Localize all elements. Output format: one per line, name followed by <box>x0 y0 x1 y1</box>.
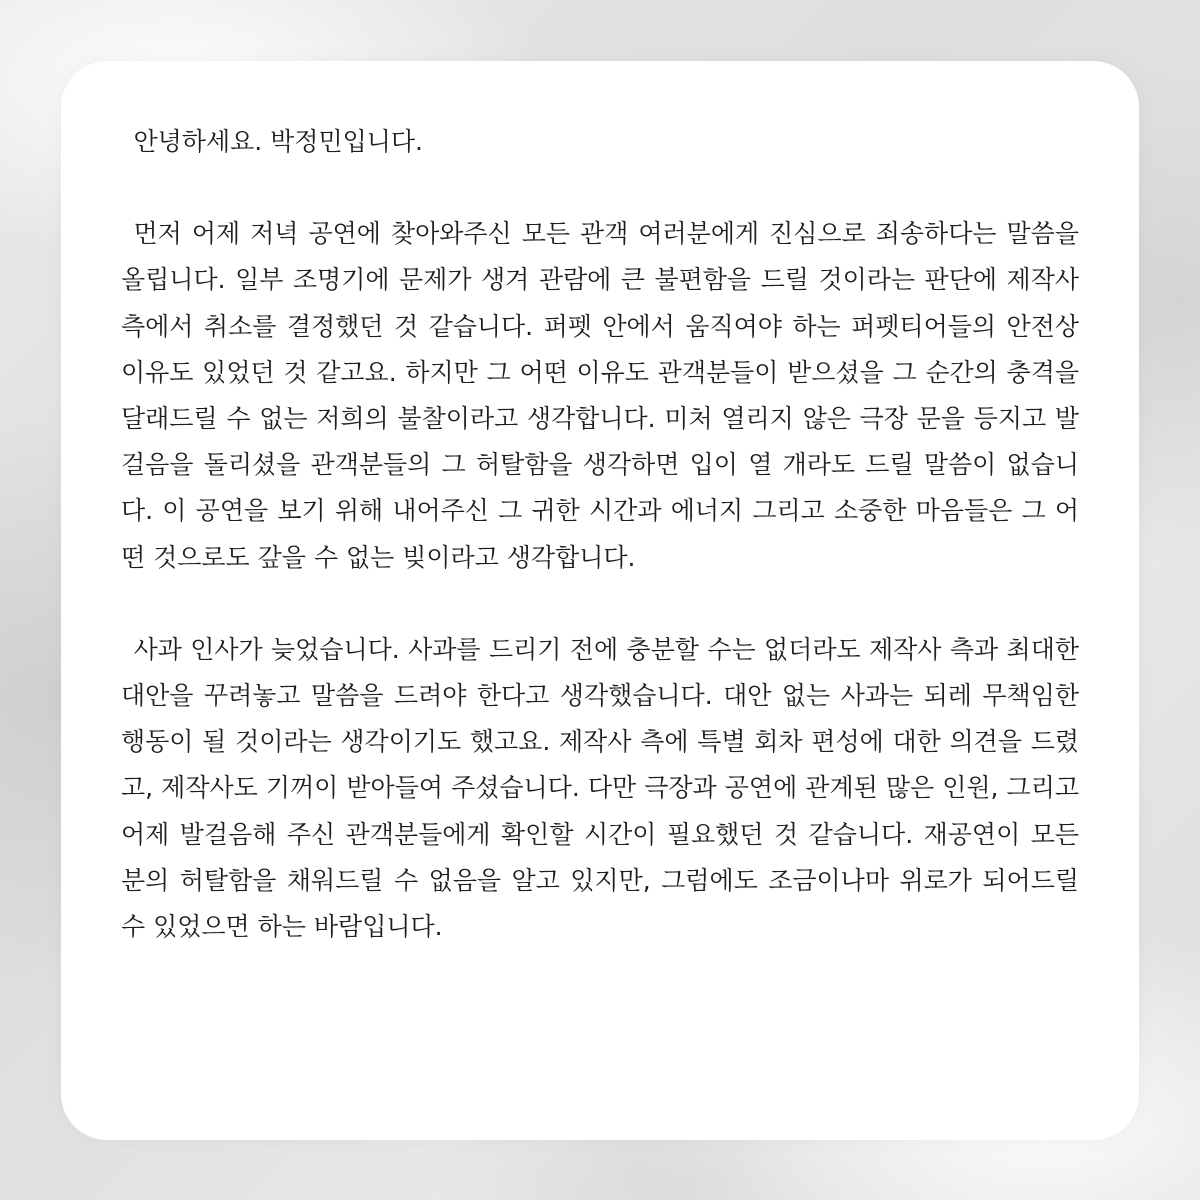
greeting: 안녕하세요. 박정민입니다. <box>133 127 423 156</box>
paragraph-2: 사과 인사가 늦었습니다. 사과를 드리기 전에 충분할 수는 없더라도 제작사 측과 최대한 대안을 꾸려놓고 말씀을 드려야 한다고 생각했습니다. 대안 없는 사과는 되레 무책임한 행동이 될 것이라는 생각이기도 했고요. 제작사 측에 특별 회차 편성에 대한 의견을 드렸고, 제작사도 기꺼이 받아들여 주셨습니다. 다만 극장과 공연에 관계된 많은 인원, 그리고 어제 발걸음해 주신 관객분들에게 확인할 시간이 필요했던 것 같습니다. 재공연이 모든 분의 허탈함을 채워드릴 수 없음을 알고 있지만, 그럼에도 조금이나마 위로가 되어드릴 수 있었으면 하는 바람입니다. <box>121 634 1079 942</box>
paragraph-gap <box>121 581 1079 627</box>
paragraph-1: 먼저 어제 저녁 공연에 찾아와주신 모든 관객 여러분에게 진심으로 죄송하다는 말씀을 올립니다. 일부 조명기에 문제가 생겨 관람에 큰 불편함을 드릴 것이라는 판단에 제작사 측에서 취소를 결정했던 것 같습니다. 퍼펫 안에서 움직여야 하는 퍼펫티어들의 안전상 이유도 있었던 것 같고요. 하지만 그 어떤 이유도 관객분들이 받으셨을 그 순간의 충격을 달래드릴 수 없는 저희의 불찰이라고 생각합니다. 미처 열리지 않은 극장 문을 등지고 발걸음을 돌리셨을 관객분들의 그 허탈함을 생각하면 입이 열 개라도 드릴 말씀이 없습니다. 이 공연을 보기 위해 내어주신 그 귀한 시간과 에너지 그리고 소중한 마음들은 그 어떤 것으로도 갚을 수 없는 빚이라고 생각합니다. <box>121 219 1079 572</box>
paragraph-gap <box>121 165 1079 211</box>
letter-card <box>61 61 1139 1140</box>
apology-letter <box>121 119 1079 950</box>
